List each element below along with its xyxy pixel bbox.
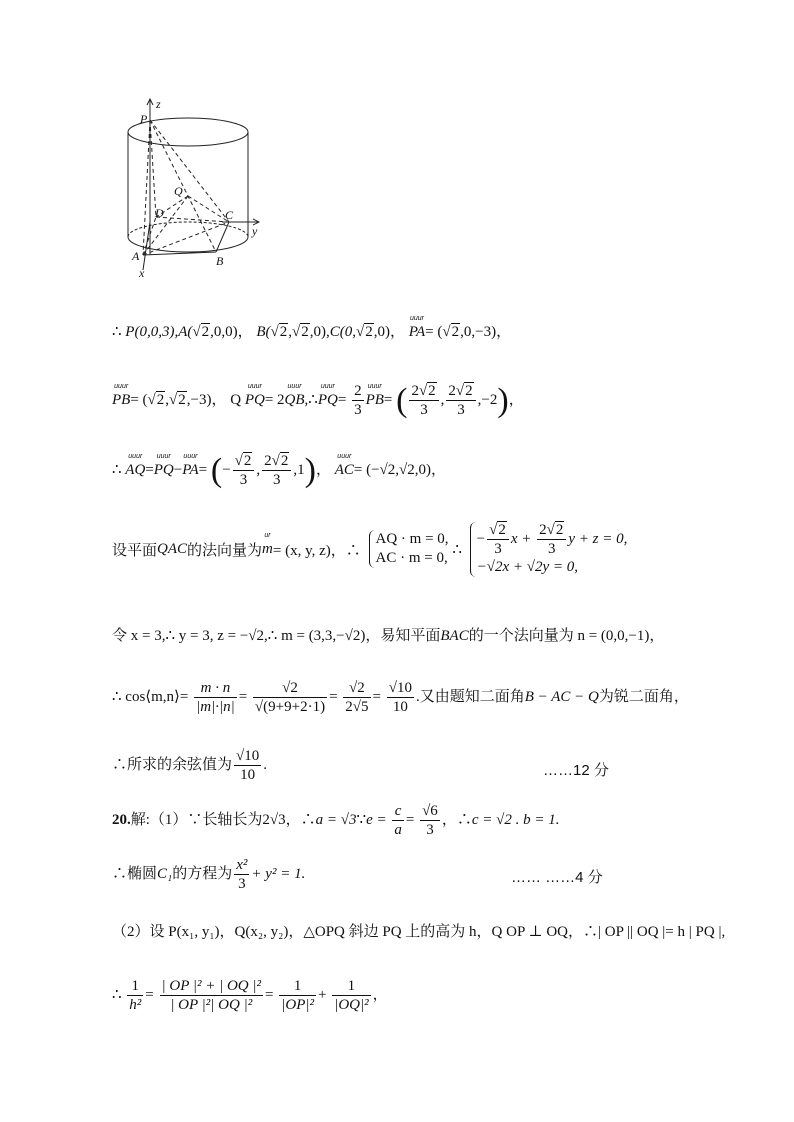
label-C: C xyxy=(225,208,234,222)
cos-fraction-1: $\frac{m \cdot n}{|m|\cdot|n|}$ xyxy=(196,680,235,715)
solution-line-6: ∴ cos⟨m,n⟩= $\frac{m \cdot n}{|m|\cdot|n|}$ = $\frac{√2}{√(9+9+2\cdot 1)}$ = $\frac{√2}{2√5}$ = $\frac{√10}{10}$ .又由题知二面角B − AC − Q为锐二面角， xyxy=(112,680,689,715)
cos-fraction-4: $\frac{√10}{10}$ xyxy=(388,680,412,715)
vector-PQ: uuur PQ xyxy=(244,383,265,409)
system-scalar: − $\frac{√2}{3}$ x + $\frac{2√2}{3}$ y + z = 0, −√2x + √2y = 0, xyxy=(470,522,628,577)
solution-line-2: uuur PB= (√2,√2,−3)， Q uuur PQ= 2 uuur QB,∴ uuur PQ= $\frac{2}{3}$ uuur PB= ( $\frac{2√2}{3}$ , $\frac{2√2}{3}$ ,−2)， xyxy=(112,381,524,419)
solution-line-8: 20.解:（1）∵长轴长为2√3，∴a = √3∵e = $\frac{c}{a}$ = $\frac{√6}{3}$ ，∴c = √2 . b = 1. xyxy=(112,803,560,838)
vector-PA-3: uuur PA xyxy=(182,453,199,479)
vector-PB: uuur PB xyxy=(112,383,131,409)
label-A: A xyxy=(132,249,140,263)
cylinder-figure xyxy=(112,95,272,280)
fraction-op-oq: $\frac{\text{| OP |² + | OQ |²}}{\text{| OP |²| OQ |²}}$ xyxy=(161,978,262,1013)
fraction-1-over-h2: $\frac{1}{\text{h²}}$ xyxy=(129,978,142,1013)
fraction-c-over-a: $\frac{c}{a}$ xyxy=(394,803,402,838)
vector-PA: uuur PA xyxy=(408,315,426,340)
answer-fraction: $\frac{√10}{10}$ xyxy=(236,748,260,783)
label-y: y xyxy=(252,224,258,238)
cos-fraction-2: $\frac{√2}{√(9+9+2\cdot 1)}$ xyxy=(254,680,326,715)
vector-m: ur m xyxy=(262,531,273,557)
fraction-1-over-oq2: $\frac{1}{\text{|OQ|²}}$ xyxy=(334,978,369,1013)
solution-line-4: 设平面QAC的法向量为 ur m= (x, y, z)，∴ AQ · m = 0, AC · m = 0, ∴ − $\frac{√2}{3}$ x + $\frac{2√2}{3}$ y + z = 0, −√2x + √2y = 0, xyxy=(112,522,628,575)
label-P: P xyxy=(140,112,148,126)
solution-line-11: ∴ $\frac{1}{\text{h²}}$ = $\frac{\text{| OP |² + | OQ |²}}{\text{| OP |²| OQ |²}}$ = $\frac{1}{\text{|OP|²}}$ + $\frac{1}{\text{|OQ|²}}$ ， xyxy=(112,978,388,1013)
system-vector: AQ · m = 0, AC · m = 0, xyxy=(369,530,449,568)
vector-AQ: uuur AQ xyxy=(125,453,146,479)
label-Q: Q xyxy=(174,184,183,198)
vector-QB: uuur QB xyxy=(284,383,305,409)
edge-PD xyxy=(150,120,156,217)
vector-PQ-2: uuur PQ xyxy=(317,383,338,409)
fraction-2sqrt2-over-3-c: $\frac{2√2}{3}$ xyxy=(262,453,291,489)
vector-AC: uuur AC xyxy=(334,453,354,479)
edge-AB xyxy=(143,252,216,255)
label-B: B xyxy=(216,254,224,268)
solution-line-1: ∴ P(0,0,3),A(√2,0,0)， B(√2,√2,0),C(0,√2,0)， uuur PA= (√2,0,−3)， xyxy=(112,315,512,340)
solution-line-3: ∴ uuur AQ= uuur PQ− uuur PA= (− $\frac{√2}{3}$ , $\frac{2√2}{3}$ ,1)， uuur AC= (−√2,√2,0)， xyxy=(112,451,447,489)
cylinder-bottom-back xyxy=(128,222,248,237)
vector-PB-2: uuur PB xyxy=(365,383,384,409)
solution-line-9: ∴椭圆C₁的方程为 $\frac{\text{x²}}{3}$ + y² = 1. xyxy=(112,857,306,892)
fraction-x2-over-3: $\frac{\text{x²}}{3}$ xyxy=(236,857,248,892)
score-4: …… ……4 分 xyxy=(511,869,603,886)
fraction-two-thirds: $\frac{2}{3}$ xyxy=(354,383,362,418)
fraction-sqrt6-over-3: $\frac{√6}{3}$ xyxy=(422,803,438,838)
fraction-2sqrt2-over-3-b: $\frac{2√2}{3}$ xyxy=(446,383,475,419)
label-x: x xyxy=(139,266,145,280)
edge-PA xyxy=(143,120,150,255)
vector-PQ-3: uuur PQ xyxy=(153,453,174,479)
solution-line-10: （2）设 P(x₁, y₁)，Q(x₂, y₂)，△OPQ 斜边 PQ 上的高为 h，Q OP ⊥ OQ，∴| OP || OQ |= h | PQ |, xyxy=(112,924,726,940)
fraction-sqrt2-over-3: $\frac{√2}{3}$ xyxy=(233,453,255,489)
solution-line-7: ∴所求的余弦值为 $\frac{√10}{10}$ . xyxy=(112,748,267,783)
label-D: D xyxy=(155,206,164,220)
edge-DC xyxy=(156,217,229,222)
fraction-2sqrt2-over-3-a: $\frac{2√2}{3}$ xyxy=(409,383,438,419)
label-z: z xyxy=(156,97,161,111)
score-12: ……12 分 xyxy=(543,762,609,779)
solution-line-5: 令 x = 3,∴ y = 3, z = −√2,∴ m = (3,3,−√2)，易知平面BAC的一个法向量为 n = (0,0,−1)， xyxy=(112,628,665,644)
fraction-1-over-op2: $\frac{1}{\text{|OP|²}}$ xyxy=(281,978,314,1013)
cos-fraction-3: $\frac{√2}{2√5}$ xyxy=(345,680,369,715)
